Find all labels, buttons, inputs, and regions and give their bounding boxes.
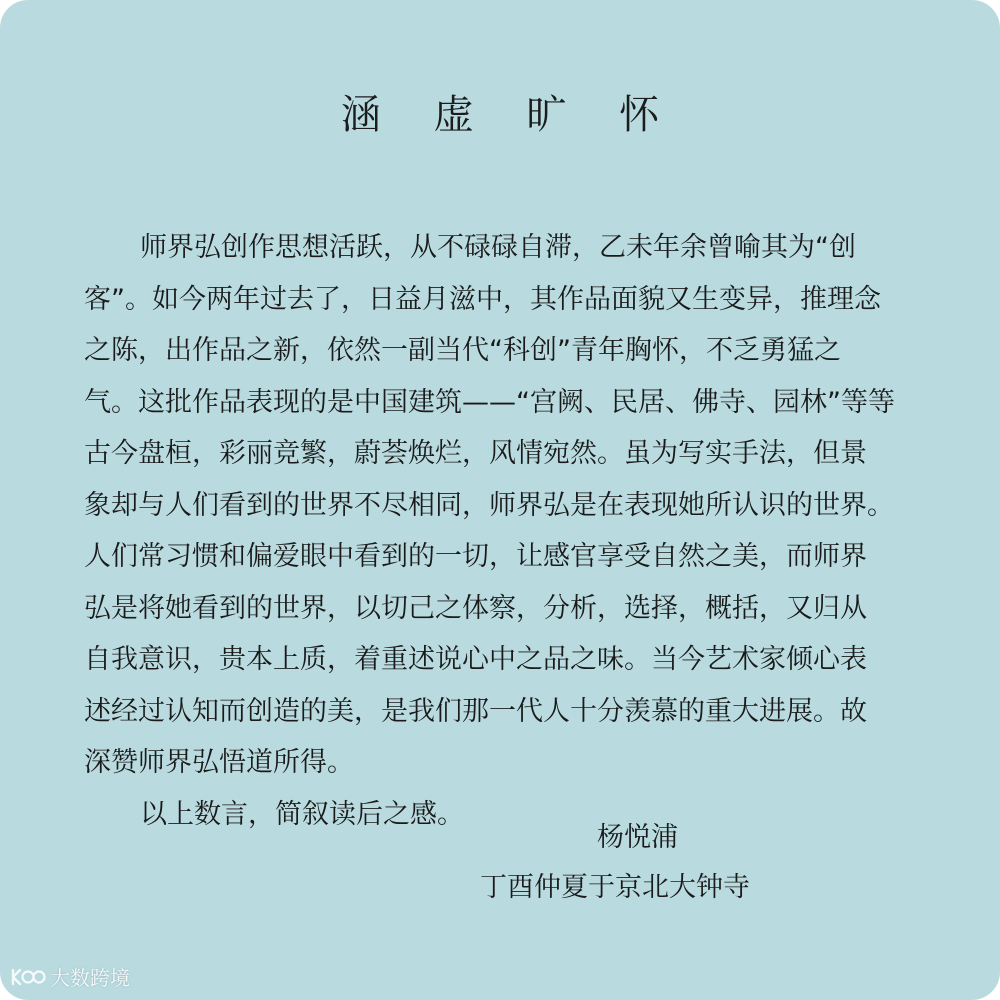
paragraph-line: 深赞师界弘悟道所得。: [84, 747, 354, 778]
signature-name: 杨悦浦: [597, 822, 678, 853]
paragraph-line: 师界弘创作思想活跃，从不碌碌自滞，乙未年余曾喻其为“创: [140, 232, 856, 263]
paragraph-line: 之陈，出作品之新，依然一副当代“科创”青年胸怀，不乏勇猛之: [84, 335, 841, 366]
paragraph-line: 客”。如今两年过去了，日益月滋中，其作品面貌又生变异，推理念: [84, 283, 881, 315]
paragraph-line: 自我意识，贵本上质，着重述说心中之品之味。当今艺术家倾心表: [84, 644, 867, 675]
brand-logo-icon: [10, 966, 46, 988]
document-title: 涵 虚 旷 怀: [340, 92, 680, 138]
watermark-text: 大数跨境: [50, 966, 130, 990]
paragraph-line: 象却与人们看到的世界不尽相同，师界弘是在表现她所认识的世界。: [84, 489, 894, 521]
paragraph-line: 述经过认知而创造的美，是我们那一代人十分羡慕的重大进展。故: [84, 695, 867, 727]
signature-date: 丁酉仲夏于京北大钟寺: [480, 872, 750, 903]
watermark: [10, 962, 130, 991]
document-body: [84, 222, 920, 840]
paragraph-line: 人们常习惯和偏爱眼中看到的一切，让感官享受自然之美，而师界: [84, 541, 867, 572]
closing-line: 以上数言，简叙读后之感。: [140, 798, 464, 830]
paragraph-line: 古今盘桓，彩丽竞繁，蔚荟焕烂，风情宛然。虽为写实手法，但景: [84, 438, 867, 469]
paragraph-line: 气。这批作品表现的是中国建筑——“宫阙、民居、佛寺、园林”等等: [84, 386, 895, 418]
paragraph-line: 弘是将她看到的世界，以切己之体察，分析，选择，概括，又归从: [84, 592, 867, 624]
